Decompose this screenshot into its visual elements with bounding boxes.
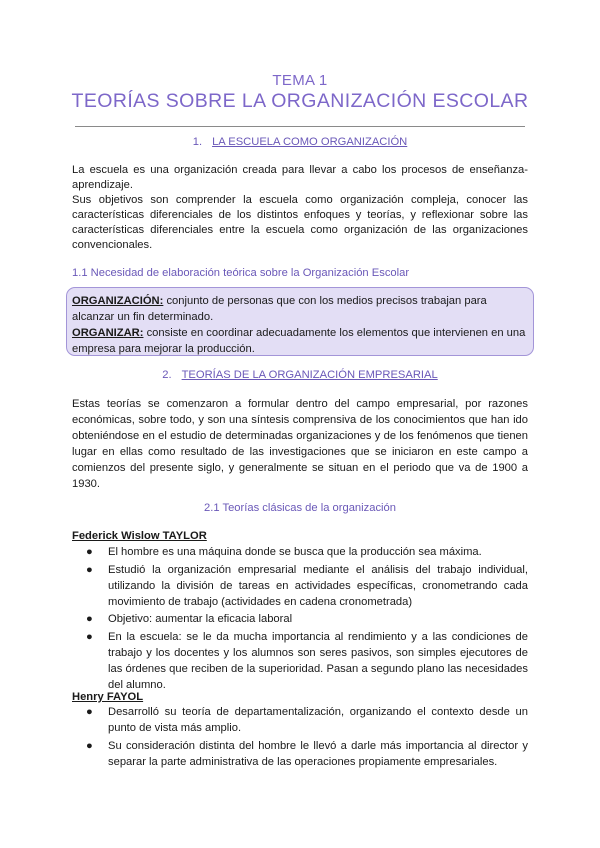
author-fayol-name: Henry FAYOL [72, 691, 144, 703]
list-item-text: Su consideración distinta del hombre le llevó a darle más importancia al director y separar la parte administrativa de las operaciones propiamente empresariales. [108, 739, 528, 768]
definition-term: ORGANIZACIÓN: [72, 295, 164, 307]
bullet-icon: ● [86, 546, 93, 558]
section-2-number: 2. [162, 369, 172, 381]
taylor-bullet-list [84, 544, 528, 694]
bullet-icon: ● [86, 613, 93, 625]
definition-text: consiste en coordinar adecuadamente los elementos que intervienen en una empresa para mejorar la producción. [72, 327, 526, 355]
list-item [84, 629, 528, 693]
section-1-title: LA ESCUELA COMO ORGANIZACIÓN [212, 136, 408, 148]
section-1-heading [0, 136, 600, 148]
bullet-icon: ● [86, 630, 93, 643]
definition-text: conjunto de personas que con los medios precisos trabajan para alcanzar un fin determinado. [72, 295, 487, 323]
definition-term: ORGANIZAR: [72, 327, 144, 339]
bullet-icon: ● [86, 563, 93, 576]
list-item-text: Estudió la organización empresarial mediante el análisis del trabajo individual, utilizando la división de tareas en actividades específicas, cronometrando cada movimiento de trabajo (actividades en cadena cronometrada) [108, 563, 528, 608]
bullet-icon: ● [86, 739, 93, 752]
list-item-text: Objetivo: aumentar la eficacia laboral [108, 613, 293, 625]
section-1-number: 1. [192, 136, 203, 148]
section-1-paragraph-2: Sus objetivos son comprender la escuela como organización compleja, conocer las características diferenciales de los distintos enfoques y teorías, y reflexionar sobre las características diferenciales entre la escuela como organización de las organizaciones convencionales. [72, 194, 528, 251]
list-item-text: Desarrolló su teoría de departamentalización, organizando el contexto desde un punto de vista más amplio. [108, 706, 528, 734]
list-item [84, 562, 528, 610]
list-item-text: El hombre es una máquina donde se busca que la producción sea máxima. [108, 546, 482, 558]
section-2-paragraph: Estas teorías se comenzaron a formular dentro del campo empresarial, por razones económicas, sobre todo, y son una síntesis comprensiva de los conocimientos que han ido obteniéndose en el estudio de determinadas organizaciones y de los fenómenos que tienen lugar en ellas como resultado de las investigaciones que se iniciaron en este campo a comienzos del presente siglo, y generalmente se situan en el periodo que va de 1900 a 1930. [72, 398, 528, 490]
definition-organizar [72, 325, 532, 357]
definition-organizacion [72, 293, 532, 325]
document-title: TEORÍAS SOBRE LA ORGANIZACIÓN ESCOLAR [71, 90, 529, 112]
list-item [84, 544, 528, 560]
section-1-paragraph-1: La escuela es una organización creada para llevar a cabo los procesos de enseñanza-aprendizaje. [72, 164, 528, 191]
subsection-2-1-heading: 2.1 Teorías clásicas de la organización [204, 502, 396, 514]
subsection-1-1-heading: 1.1 Necesidad de elaboración teórica sobre la Organización Escolar [72, 267, 410, 279]
fayol-bullet-list [84, 704, 528, 771]
author-taylor-name: Federick Wislow TAYLOR [72, 530, 207, 542]
bullet-icon: ● [86, 706, 93, 718]
title-divider [75, 126, 525, 127]
list-item [84, 611, 528, 627]
section-2-heading [0, 369, 600, 381]
list-item-text: En la escuela: se le da mucha importancia al rendimiento y a las condiciones de trabajo y los docentes y los alumnos son seres pasivos, son simples ejecutores de las órdenes que reciben de la superioridad. Pasan a segundo plano las necesidades del alumno. [108, 630, 528, 691]
section-2-title: TEORÍAS DE LA ORGANIZACIÓN EMPRESARIAL [181, 369, 438, 381]
tema-label: TEMA 1 [272, 72, 328, 89]
list-item [84, 738, 528, 770]
list-item [84, 704, 528, 736]
